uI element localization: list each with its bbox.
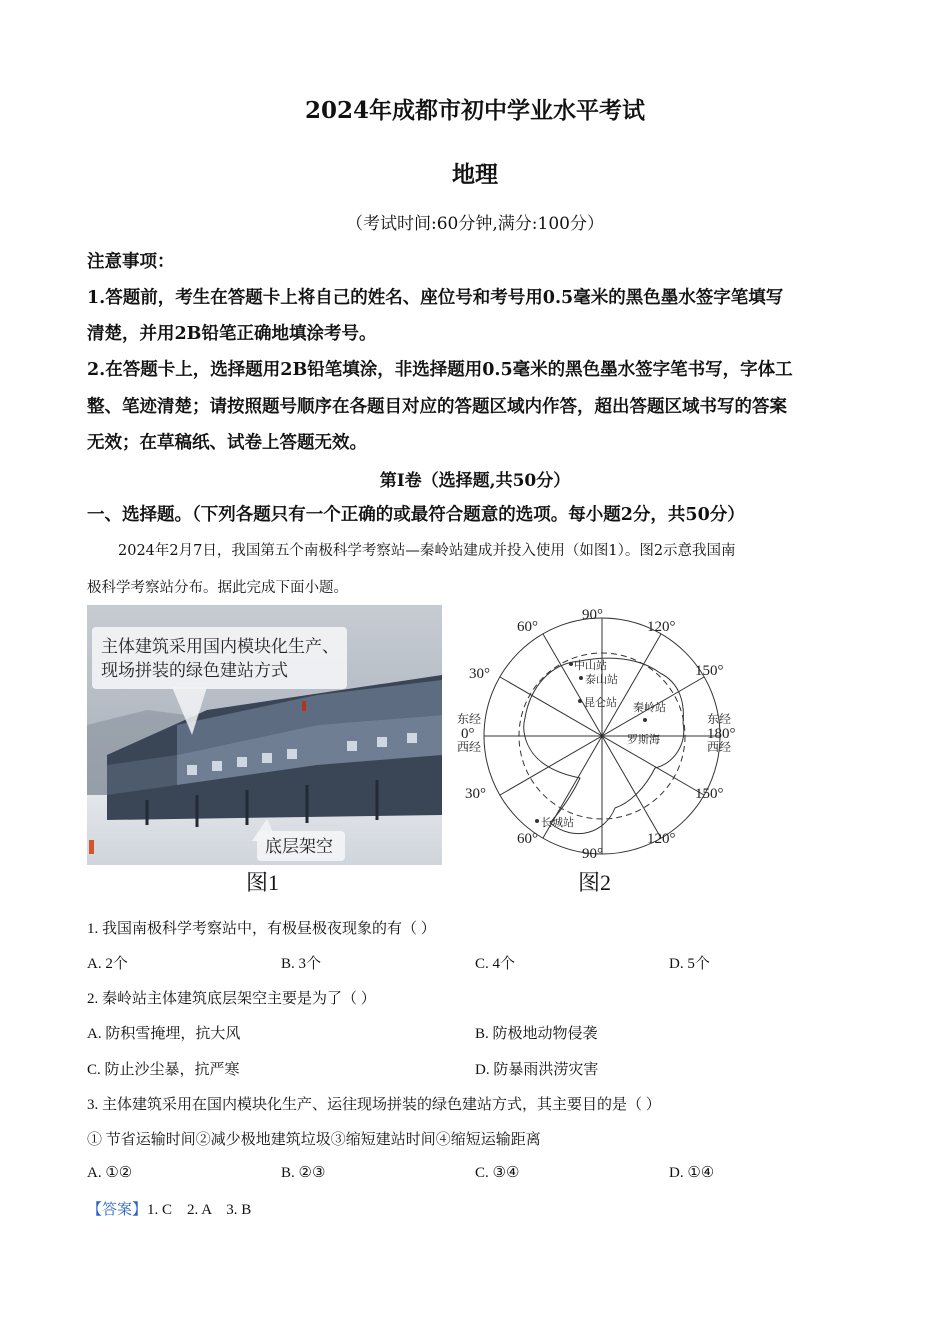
notice-item-1-line-2: 清楚，并用2B铅笔正确地填涂考号。 xyxy=(87,324,377,344)
q3-option-c: C. ③④ xyxy=(475,1165,520,1181)
lon-label-120-bottom: 120° xyxy=(647,831,676,847)
callout-top-line-1: 主体建筑采用国内模块化生产、 xyxy=(101,637,339,657)
figure-2-caption: 图2 xyxy=(578,870,612,895)
lon-label-60-bottom: 60° xyxy=(517,831,538,847)
answer-text: 1. C 2. A 3. B xyxy=(147,1202,252,1218)
notice-item-2-line-3: 无效；在草稿纸、试卷上答题无效。 xyxy=(87,433,367,453)
west-label-left: 西经 xyxy=(457,740,482,754)
question-3-stem: 3. 主体建筑采用在国内模块化生产、运往现场拼装的绿色建站方式，其主要目的是（ ） xyxy=(87,1097,661,1113)
q3-option-a: A. ①② xyxy=(87,1165,133,1181)
q1-option-d: D. 5个 xyxy=(669,956,710,972)
q1-option-a: A. 2个 xyxy=(87,956,128,972)
label-kunlun-station: 昆仑站 xyxy=(584,696,617,709)
lon-label-60-top: 60° xyxy=(517,619,538,635)
section-title: 第Ⅰ卷（选择题,共50分） xyxy=(379,471,571,491)
label-taishan-station: 泰山站 xyxy=(585,673,618,686)
notice-item-2-line-2: 整、笔迹清楚；请按照题号顺序在各题目对应的答题区域内作答，超出答题区域书写的答案 xyxy=(87,397,787,417)
q3-option-b: B. ②③ xyxy=(281,1165,326,1181)
intro-line-2: 极科学考察站分布。据此完成下面小题。 xyxy=(87,580,348,596)
figure-2-map xyxy=(455,603,750,865)
callout-top-line-2: 现场拼装的绿色建站方式 xyxy=(101,661,288,681)
q1-option-b: B. 3个 xyxy=(281,956,322,972)
notice-item-2-line-1: 2.在答题卡上，选择题用2B铅笔填涂，非选择题用0.5毫米的黑色墨水签字笔书写，字体工 xyxy=(87,360,793,380)
label-zhongshan-station: 中山站 xyxy=(574,659,607,672)
answer-line xyxy=(87,1198,251,1219)
exam-title: 2024年成都市初中学业水平考试 xyxy=(304,97,645,124)
east-label-right: 东经 xyxy=(707,712,732,726)
lon-label-30-lower: 30° xyxy=(465,786,486,802)
callout-bottom: 底层架空 xyxy=(265,837,333,857)
figure-1-photo xyxy=(87,605,442,865)
figure-1-caption: 图1 xyxy=(246,870,280,895)
question-2-stem: 2. 秦岭站主体建筑底层架空主要是为了（ ） xyxy=(87,991,376,1007)
lon-label-120-top: 120° xyxy=(647,619,676,635)
notice-item-1-line-1: 1.答题前，考生在答题卡上将自己的姓名、座位号和考号用0.5毫米的黑色墨水签字笔填写 xyxy=(87,288,784,308)
lon-label-90-bottom: 90° xyxy=(582,846,603,862)
antarctic-polar-map xyxy=(455,603,750,865)
notice-heading: 注意事项： xyxy=(87,252,175,272)
q2-option-b: B. 防极地动物侵袭 xyxy=(475,1026,598,1042)
label-qinling-station: 秦岭站 xyxy=(633,701,666,714)
qinling-station-photo xyxy=(87,605,442,865)
q2-option-d: D. 防暴雨洪涝灾害 xyxy=(475,1062,599,1078)
label-ross-sea: 罗斯海 xyxy=(627,733,660,746)
lon-label-90-top: 90° xyxy=(582,607,603,623)
subject-title: 地理 xyxy=(452,161,498,188)
q2-option-a: A. 防积雪掩埋，抗大风 xyxy=(87,1026,241,1042)
intro-line-1: 2024年2月7日，我国第五个南极科学考察站—秦岭站建成并投入使用（如图1）。图2示意我国南 xyxy=(118,543,736,559)
exam-info: （考试时间:60分钟,满分:100分） xyxy=(346,214,604,234)
part-one-heading: 一、选择题。（下列各题只有一个正确的或最符合题意的选项。每小题2分，共50分） xyxy=(87,505,745,525)
label-changcheng-station: 长城站 xyxy=(541,816,574,829)
q2-option-c: C. 防止沙尘暴，抗严寒 xyxy=(87,1062,240,1078)
answer-label: 【答案】 xyxy=(87,1202,148,1218)
west-label-right: 西经 xyxy=(707,740,732,754)
lon-label-30-upper: 30° xyxy=(469,666,490,682)
lon-label-150-lower: 150° xyxy=(695,786,724,802)
lon-label-150-upper: 150° xyxy=(695,663,724,679)
lon-label-180: 180° xyxy=(707,726,736,742)
question-1-stem: 1. 我国南极科学考察站中，有极昼极夜现象的有（ ） xyxy=(87,921,436,937)
q3-option-d: D. ①④ xyxy=(669,1165,715,1181)
lon-label-0: 0° xyxy=(461,726,475,742)
question-3-statements: ① 节省运输时间②减少极地建筑垃圾③缩短建站时间④缩短运输距离 xyxy=(87,1132,541,1148)
q1-option-c: C. 4个 xyxy=(475,956,516,972)
east-label-left: 东经 xyxy=(457,712,482,726)
